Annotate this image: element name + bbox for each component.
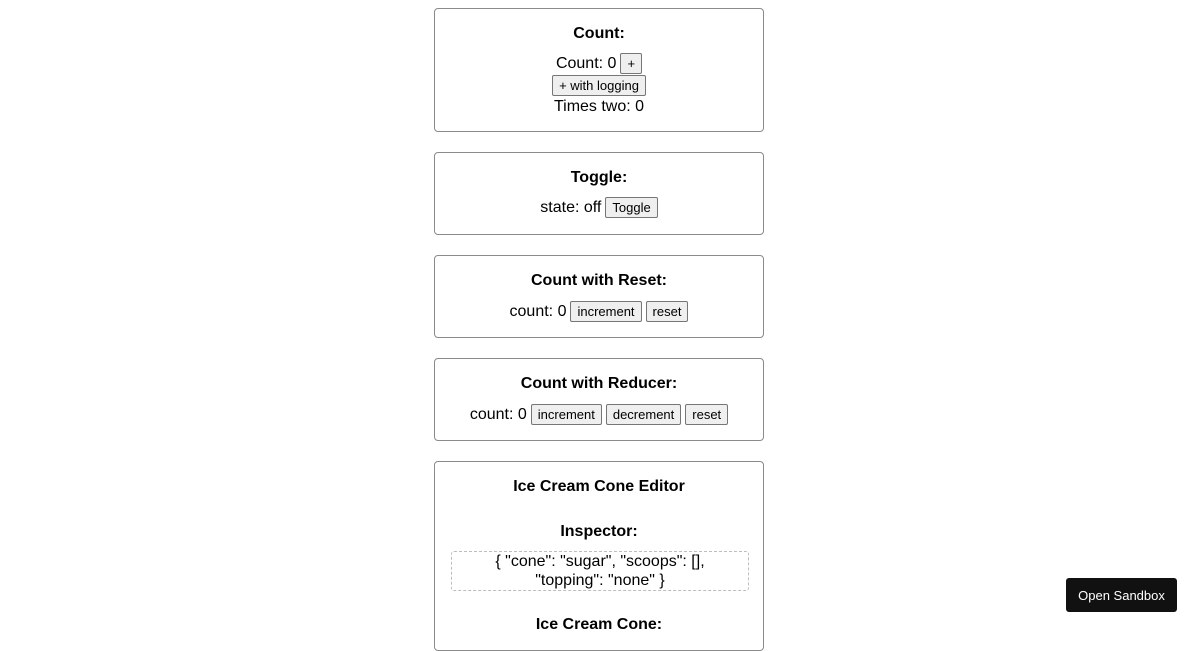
reducer-increment-button[interactable]: increment — [531, 404, 602, 425]
reducer-decrement-button[interactable]: decrement — [606, 404, 681, 425]
count-reducer-value-label: count: 0 — [469, 405, 527, 423]
inspector-json-box — [451, 551, 749, 591]
open-sandbox-button[interactable]: Open Sandbox — [1066, 578, 1177, 612]
ice-cream-editor-title: Ice Cream Cone Editor — [513, 478, 685, 495]
count-card-title: Count: — [573, 25, 625, 42]
toggle-card — [434, 152, 764, 235]
count-row — [435, 53, 763, 74]
plus-with-logging-button[interactable]: + with logging — [552, 75, 646, 96]
toggle-row — [435, 197, 763, 218]
ice-cream-cone-heading: Ice Cream Cone: — [535, 616, 663, 633]
count-reducer-card — [434, 358, 764, 441]
count-reset-card-title: Count with Reset: — [531, 272, 667, 289]
increment-button[interactable]: increment — [570, 301, 641, 322]
count-reducer-card-title: Count with Reducer: — [520, 375, 678, 392]
count-reducer-row — [435, 404, 763, 425]
count-reset-value-label: count: 0 — [509, 302, 567, 320]
count-reset-card — [434, 255, 764, 338]
toggle-button[interactable]: Toggle — [605, 197, 657, 218]
toggle-state-label: state: off — [540, 198, 602, 216]
count-card — [434, 8, 764, 132]
reducer-reset-button[interactable]: reset — [685, 404, 728, 425]
toggle-card-title: Toggle: — [570, 169, 628, 186]
inspector-heading: Inspector: — [560, 523, 638, 540]
inspector-json-text: { "cone": "sugar", "scoops": [], "topping": "none" } — [495, 553, 705, 589]
plus-button[interactable]: + — [620, 53, 642, 74]
times-two-row — [435, 98, 763, 116]
plus-logging-row — [435, 75, 763, 96]
count-reset-row — [435, 301, 763, 322]
count-value-label: Count: 0 — [555, 54, 617, 72]
ice-cream-editor-card — [434, 461, 764, 651]
times-two-label: Times two: 0 — [553, 98, 645, 115]
reset-button[interactable]: reset — [646, 301, 689, 322]
